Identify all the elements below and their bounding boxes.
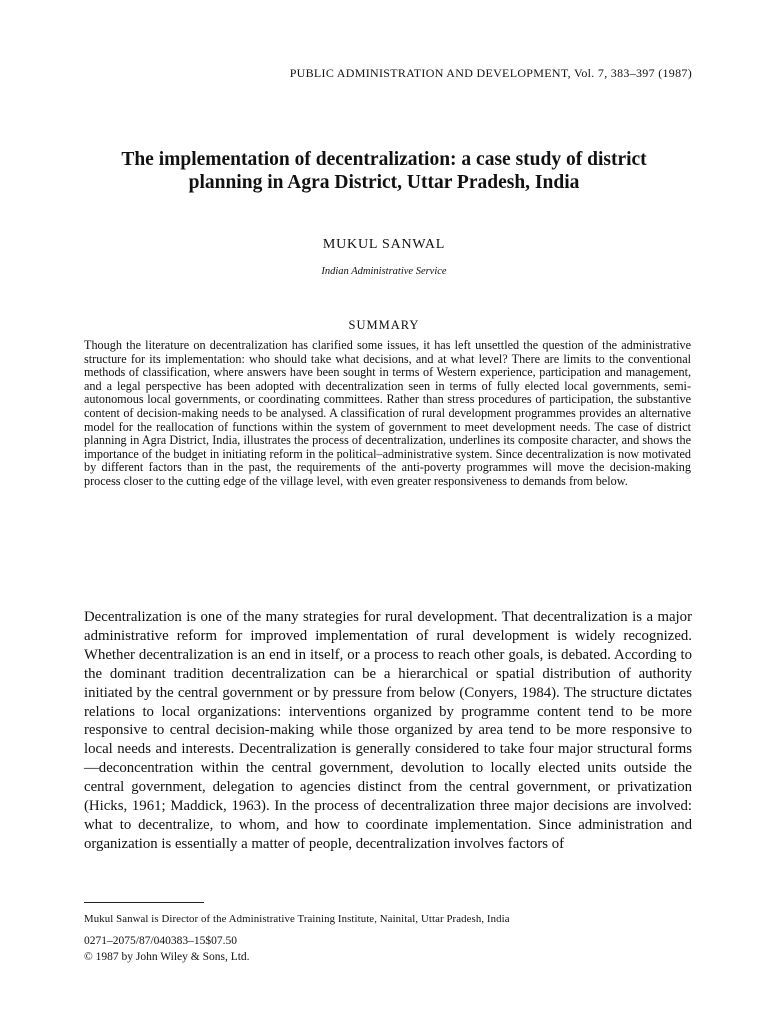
summary-paragraph: Though the literature on decentralization has clarified some issues, it has left unsettled the question of the administrative structure for its implementation: who should take what decisions, and at what level? There are limits to the conventional methods of classification, where answers have been sought in terms of Western experience, participation and management, and a legal perspective has been adopted with decentralization seen in terms of fully elected local governments, semi-autonomous local governments, or coordinating committees. Rather than stress procedures of participation, the substantive content of decision-making needs to be analysed. A classification of rural development programmes provides an alternative model for the reallocation of functions within the system of government to meet development needs. The case of district planning in Agra District, India, illustrates the process of decentralization, underlines its composite character, and shows the importance of the budget in initiating reform in the political–administrative system. Since decentralization is now motivated by different factors than in the past, the requirements of the anti-poverty programmes will move the decision-making process closer to the cutting edge of the village level, with even greater responsiveness to demands from below. [84,338,691,488]
author-affiliation: Indian Administrative Service [321,266,447,277]
copyright-notice: © 1987 by John Wiley & Sons, Ltd. [84,951,250,963]
summary-heading: SUMMARY [348,318,420,332]
author-footnote: Mukul Sanwal is Director of the Administrative Training Institute, Nainital, Uttar Pradesh, India [84,913,510,925]
author-name: MUKUL SANWAL [322,237,446,252]
article-title: The implementation of decentralization: a case study of district planning in Agra District, Uttar Pradesh, India [121,149,647,193]
running-head: PUBLIC ADMINISTRATION AND DEVELOPMENT, Vol. 7, 383–397 (1987) [289,66,692,80]
body-paragraph: Decentralization is one of the many strategies for rural development. That decentralization is a major administrative reform for improved implementation of rural development is widely recognized. Whether decentralization is an end in itself, or a process to reach other goals, is debated. According to the dominant tradition decentralization can be a hierarchical or spatial distribution of authority initiated by the central government or by pressure from below (Conyers, 1984). The structure dictates relations to local organizations: interventions organized by programme content tend to be more responsive to central decision-making while those organized by area tend to be more responsive to local needs and interests. Decentralization is generally considered to take four major structural forms—deconcentration within the central government, devolution to locally elected units outside the central government, delegation to agencies distinct from the central government, or privatization (Hicks, 1961; Maddick, 1963). In the process of decentralization three major decisions are involved: what to decentralize, to whom, and how to coordinate implementation. Since administration and organization is essentially a matter of people, decentralization involves factors of [84,609,692,852]
article-code: 0271–2075/87/040383–15$07.50 [84,935,238,947]
footnote-divider [84,902,204,903]
